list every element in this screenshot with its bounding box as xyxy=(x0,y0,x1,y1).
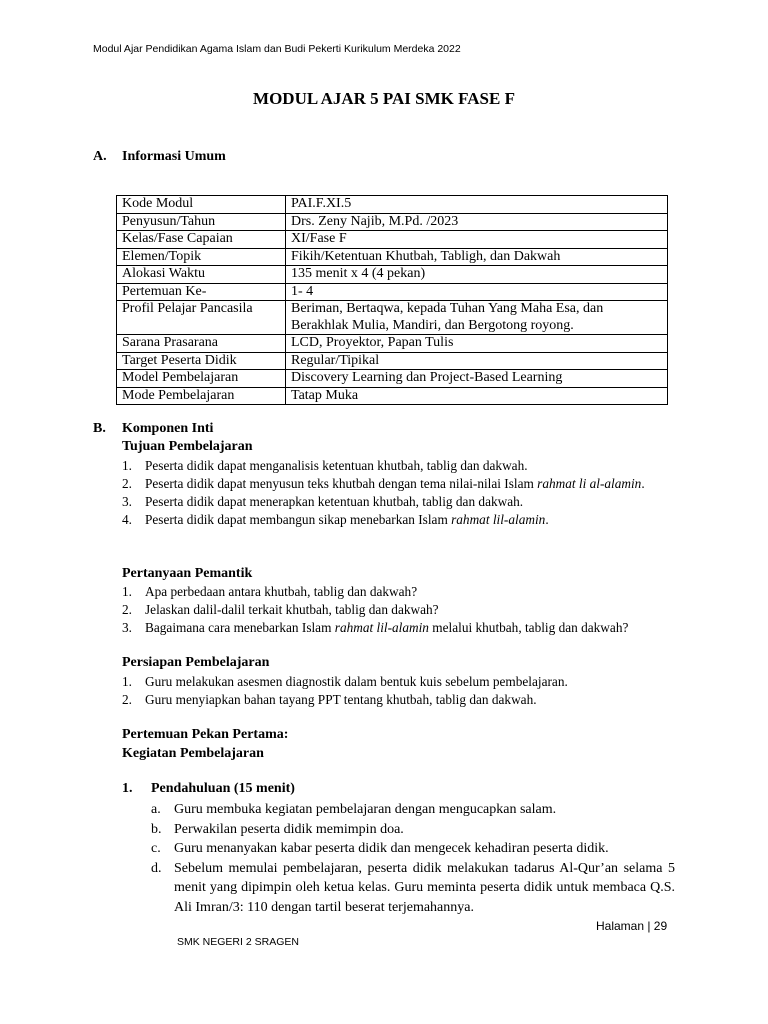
table-row xyxy=(117,301,668,335)
list-letter: a. xyxy=(151,802,161,817)
list-item xyxy=(122,475,675,493)
list-text: Peserta didik dapat menerapkan ketentuan khutbah, tablig dan dakwah. xyxy=(145,494,524,509)
table-key: Sarana Prasarana xyxy=(117,335,286,353)
table-key: Target Peserta Didik xyxy=(117,352,286,370)
list-text-italic: rahmat li al-alamin xyxy=(537,476,642,491)
table-key: Profil Pelajar Pancasila xyxy=(117,301,286,335)
list-item xyxy=(122,493,675,511)
table-row xyxy=(117,387,668,405)
list-text: Guru melakukan asesmen diagnostik dalam bentuk kuis sebelum pembelajaran. xyxy=(145,674,568,689)
list-text: Perwakilan peserta didik memimpin doa. xyxy=(174,821,404,837)
list-number: 4. xyxy=(122,512,132,527)
section-a-number: A. xyxy=(93,149,107,164)
pemantik-heading: Pertanyaan Pemantik xyxy=(122,566,253,581)
table-value: 135 menit x 4 (4 pekan) xyxy=(286,266,668,284)
list-item xyxy=(151,859,675,918)
section-b-number: B. xyxy=(93,421,106,436)
pertemuan-heading: Pertemuan Pekan Pertama: xyxy=(122,727,289,742)
pendahuluan-label: Pendahuluan (15 menit) xyxy=(151,781,295,796)
list-number: 1. xyxy=(122,674,132,689)
table-key: Penyusun/Tahun xyxy=(117,213,286,231)
tujuan-list xyxy=(122,457,675,529)
list-text: Sebelum memulai pembelajaran, peserta didik melakukan tadarus Al-Qur’an selama 5 menit yang dipimpin oleh ketua kelas. Guru meminta peserta didik untuk membaca Q.S. Ali Imran/3: 110 dengan tartil beserat terjemahannya. xyxy=(174,860,675,915)
document-title: MODUL AJAR 5 PAI SMK FASE F xyxy=(253,89,515,108)
table-value: Regular/Tipikal xyxy=(286,352,668,370)
table-key: Kode Modul xyxy=(117,196,286,214)
list-text-italic: rahmat lil-alamin xyxy=(334,620,429,635)
table-key: Elemen/Topik xyxy=(117,248,286,266)
list-item xyxy=(151,800,675,820)
list-text: Bagaimana cara menebarkan Islam xyxy=(145,620,335,635)
pendahuluan-number: 1. xyxy=(122,781,133,796)
list-letter: b. xyxy=(151,821,162,837)
list-letter: d. xyxy=(151,860,162,876)
list-item xyxy=(122,691,675,709)
table-row xyxy=(117,248,668,266)
list-text: Peserta didik dapat menyusun teks khutbah dengan tema nilai-nilai Islam xyxy=(145,476,538,491)
list-item xyxy=(151,820,675,840)
info-table xyxy=(116,195,668,405)
table-value: PAI.F.XI.5 xyxy=(286,196,668,214)
table-value: Tatap Muka xyxy=(286,387,668,405)
list-item xyxy=(122,673,675,691)
kegiatan-heading: Kegiatan Pembelajaran xyxy=(122,746,264,761)
list-text: Guru menyiapkan bahan tayang PPT tentang khutbah, tablig dan dakwah. xyxy=(145,692,537,707)
list-text: Jelaskan dalil-dalil terkait khutbah, tablig dan dakwah? xyxy=(145,602,439,617)
table-key: Kelas/Fase Capaian xyxy=(117,231,286,249)
list-text: Guru membuka kegiatan pembelajaran dengan mengucapkan salam. xyxy=(174,802,557,817)
table-row xyxy=(117,196,668,214)
list-item xyxy=(122,511,675,529)
list-letter: c. xyxy=(151,841,161,856)
table-row xyxy=(117,213,668,231)
table-key: Alokasi Waktu xyxy=(117,266,286,284)
table-row xyxy=(117,266,668,284)
list-number: 1. xyxy=(122,458,132,473)
page-footer: SMK NEGERI 2 SRAGEN xyxy=(177,936,299,948)
table-value: Beriman, Bertaqwa, kepada Tuhan Yang Maha Esa, dan Berakhlak Mulia, Mandiri, dan Bergotong royong. xyxy=(286,301,668,335)
table-value: Fikih/Ketentuan Khutbah, Tabligh, dan Dakwah xyxy=(286,248,668,266)
list-number: 2. xyxy=(122,476,132,491)
list-item xyxy=(151,839,675,859)
table-row xyxy=(117,335,668,353)
list-text: Guru menanyakan kabar peserta didik dan mengecek kehadiran peserta didik. xyxy=(174,841,609,856)
list-text: Peserta didik dapat menganalisis ketentuan khutbah, tablig dan dakwah. xyxy=(145,458,528,473)
table-value: Drs. Zeny Najib, M.Pd. /2023 xyxy=(286,213,668,231)
list-item xyxy=(122,457,675,475)
list-item xyxy=(122,583,675,601)
section-b-label: Komponen Inti xyxy=(122,421,214,436)
table-value: Discovery Learning dan Project-Based Learning xyxy=(286,370,668,388)
table-value: LCD, Proyektor, Papan Tulis xyxy=(286,335,668,353)
list-text-end: . xyxy=(641,476,645,491)
tujuan-heading: Tujuan Pembelajaran xyxy=(122,439,253,454)
list-text: Peserta didik dapat membangun sikap menebarkan Islam xyxy=(145,512,452,527)
persiapan-heading: Persiapan Pembelajaran xyxy=(122,655,270,670)
running-header: Modul Ajar Pendidikan Agama Islam dan Budi Pekerti Kurikulum Merdeka 2022 xyxy=(93,43,461,55)
table-value: 1- 4 xyxy=(286,283,668,301)
page-number: Halaman | 29 xyxy=(596,919,668,933)
list-text-italic: rahmat lil-alamin xyxy=(451,512,546,527)
list-text: Apa perbedaan antara khutbah, tablig dan dakwah? xyxy=(145,584,418,599)
table-row xyxy=(117,283,668,301)
table-key: Pertemuan Ke- xyxy=(117,283,286,301)
list-number: 2. xyxy=(122,602,132,617)
list-number: 2. xyxy=(122,692,132,707)
persiapan-list xyxy=(122,673,675,709)
list-text-end: . xyxy=(545,512,549,527)
table-value: XI/Fase F xyxy=(286,231,668,249)
pendahuluan-list xyxy=(151,800,675,917)
list-text-end: melalui khutbah, tablig dan dakwah? xyxy=(428,620,629,635)
list-item xyxy=(122,601,675,619)
table-key: Model Pembelajaran xyxy=(117,370,286,388)
section-a-label: Informasi Umum xyxy=(122,149,226,164)
list-item xyxy=(122,619,675,637)
table-row xyxy=(117,370,668,388)
table-key: Mode Pembelajaran xyxy=(117,387,286,405)
list-number: 3. xyxy=(122,494,132,509)
list-number: 3. xyxy=(122,620,132,635)
table-row xyxy=(117,231,668,249)
list-number: 1. xyxy=(122,584,132,599)
pemantik-list xyxy=(122,583,675,637)
table-row xyxy=(117,352,668,370)
